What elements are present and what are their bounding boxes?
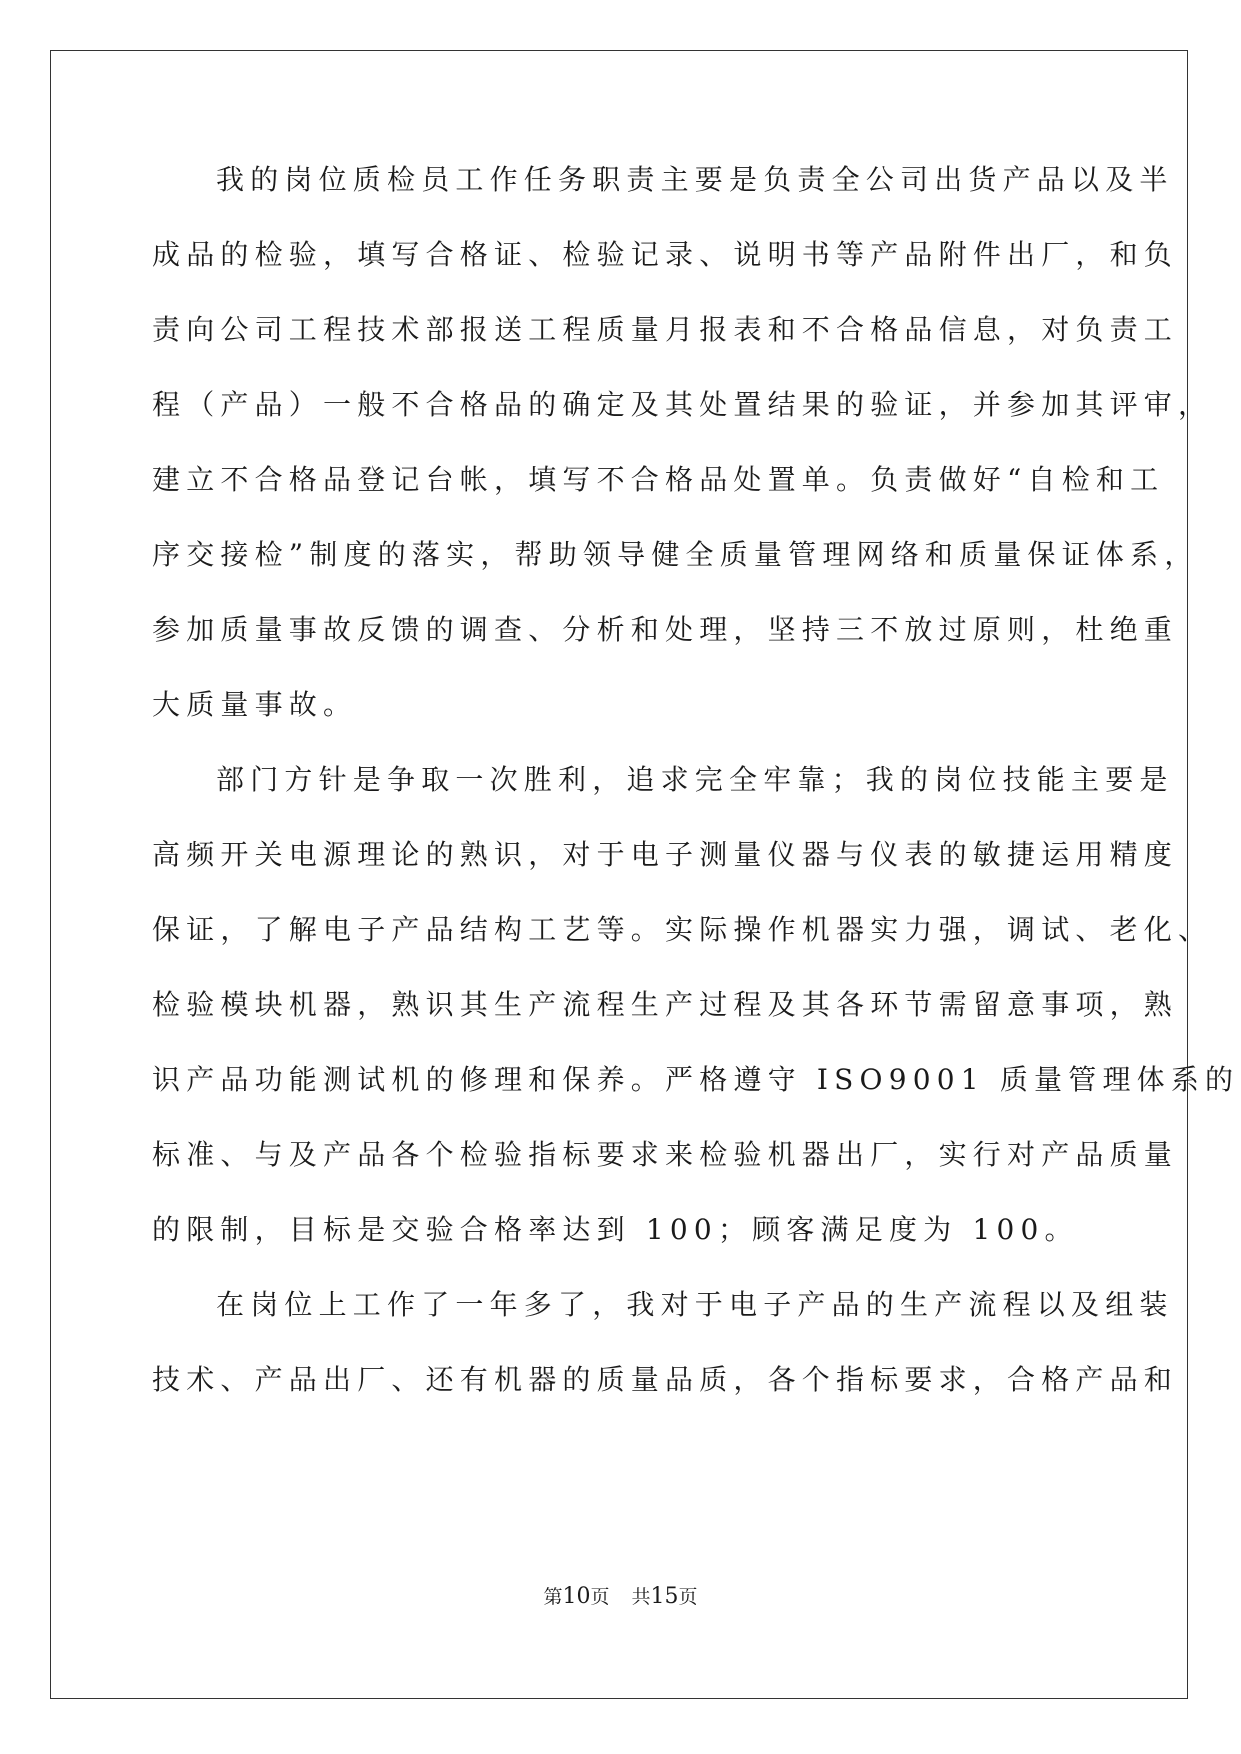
paragraph-1	[152, 160, 1213, 760]
text-line: 在岗位上工作了一年多了，我对于电子产品的生产流程以及组装	[216, 1288, 1174, 1321]
total-prefix: 共	[631, 1586, 651, 1608]
text-line: 参加质量事故反馈的调查、分析和处理，坚持三不放过原则，杜绝重	[152, 613, 1179, 646]
text-line: 部门方针是争取一次胜利，追求完全牢靠；我的岗位技能主要是	[216, 763, 1174, 796]
text-line: 检验模块机器，熟识其生产流程生产过程及其各环节需留意事项，熟	[152, 988, 1179, 1021]
total-page-number: 15	[650, 1584, 679, 1609]
paragraph-3	[152, 1285, 1179, 1435]
text-line: 责向公司工程技术部报送工程质量月报表和不合格品信息，对负责工	[152, 313, 1179, 346]
text-line: 高频开关电源理论的熟识，对于电子测量仪器与仪表的敏捷运用精度	[152, 838, 1179, 871]
document-body	[152, 160, 1240, 1435]
text-line: 我的岗位质检员工作任务职责主要是负责全公司出货产品以及半	[216, 163, 1174, 196]
total-label: 页	[678, 1586, 698, 1608]
text-line: 成品的检验，填写合格证、检验记录、说明书等产品附件出厂，和负	[152, 238, 1179, 271]
text-line: 保证，了解电子产品结构工艺等。实际操作机器实力强，调试、老化、	[152, 913, 1213, 946]
paragraph-2	[152, 760, 1240, 1285]
current-page-number: 10	[562, 1584, 591, 1609]
text-line: 建立不合格品登记台帐，填写不合格品处置单。负责做好“自检和工	[152, 463, 1165, 496]
page-label: 页	[590, 1586, 610, 1608]
text-line: 标准、与及产品各个检验指标要求来检验机器出厂，实行对产品质量	[152, 1138, 1179, 1171]
text-line: 的限制，目标是交验合格率达到 100；顾客满足度为 100。	[152, 1213, 1079, 1246]
text-line: 序交接检”制度的落实，帮助领导健全质量管理网络和质量保证体系，	[152, 538, 1199, 571]
text-line: 识产品功能测试机的修理和保养。严格遵守 ISO9001 质量管理体系的	[152, 1063, 1240, 1096]
text-line: 大质量事故。	[152, 688, 358, 721]
page-footer	[0, 1582, 1241, 1609]
text-line: 技术、产品出厂、还有机器的质量品质，各个指标要求，合格产品和	[152, 1363, 1179, 1396]
text-line: 程（产品）一般不合格品的确定及其处置结果的验证，并参加其评审，	[152, 388, 1213, 421]
page-prefix: 第	[543, 1586, 563, 1608]
